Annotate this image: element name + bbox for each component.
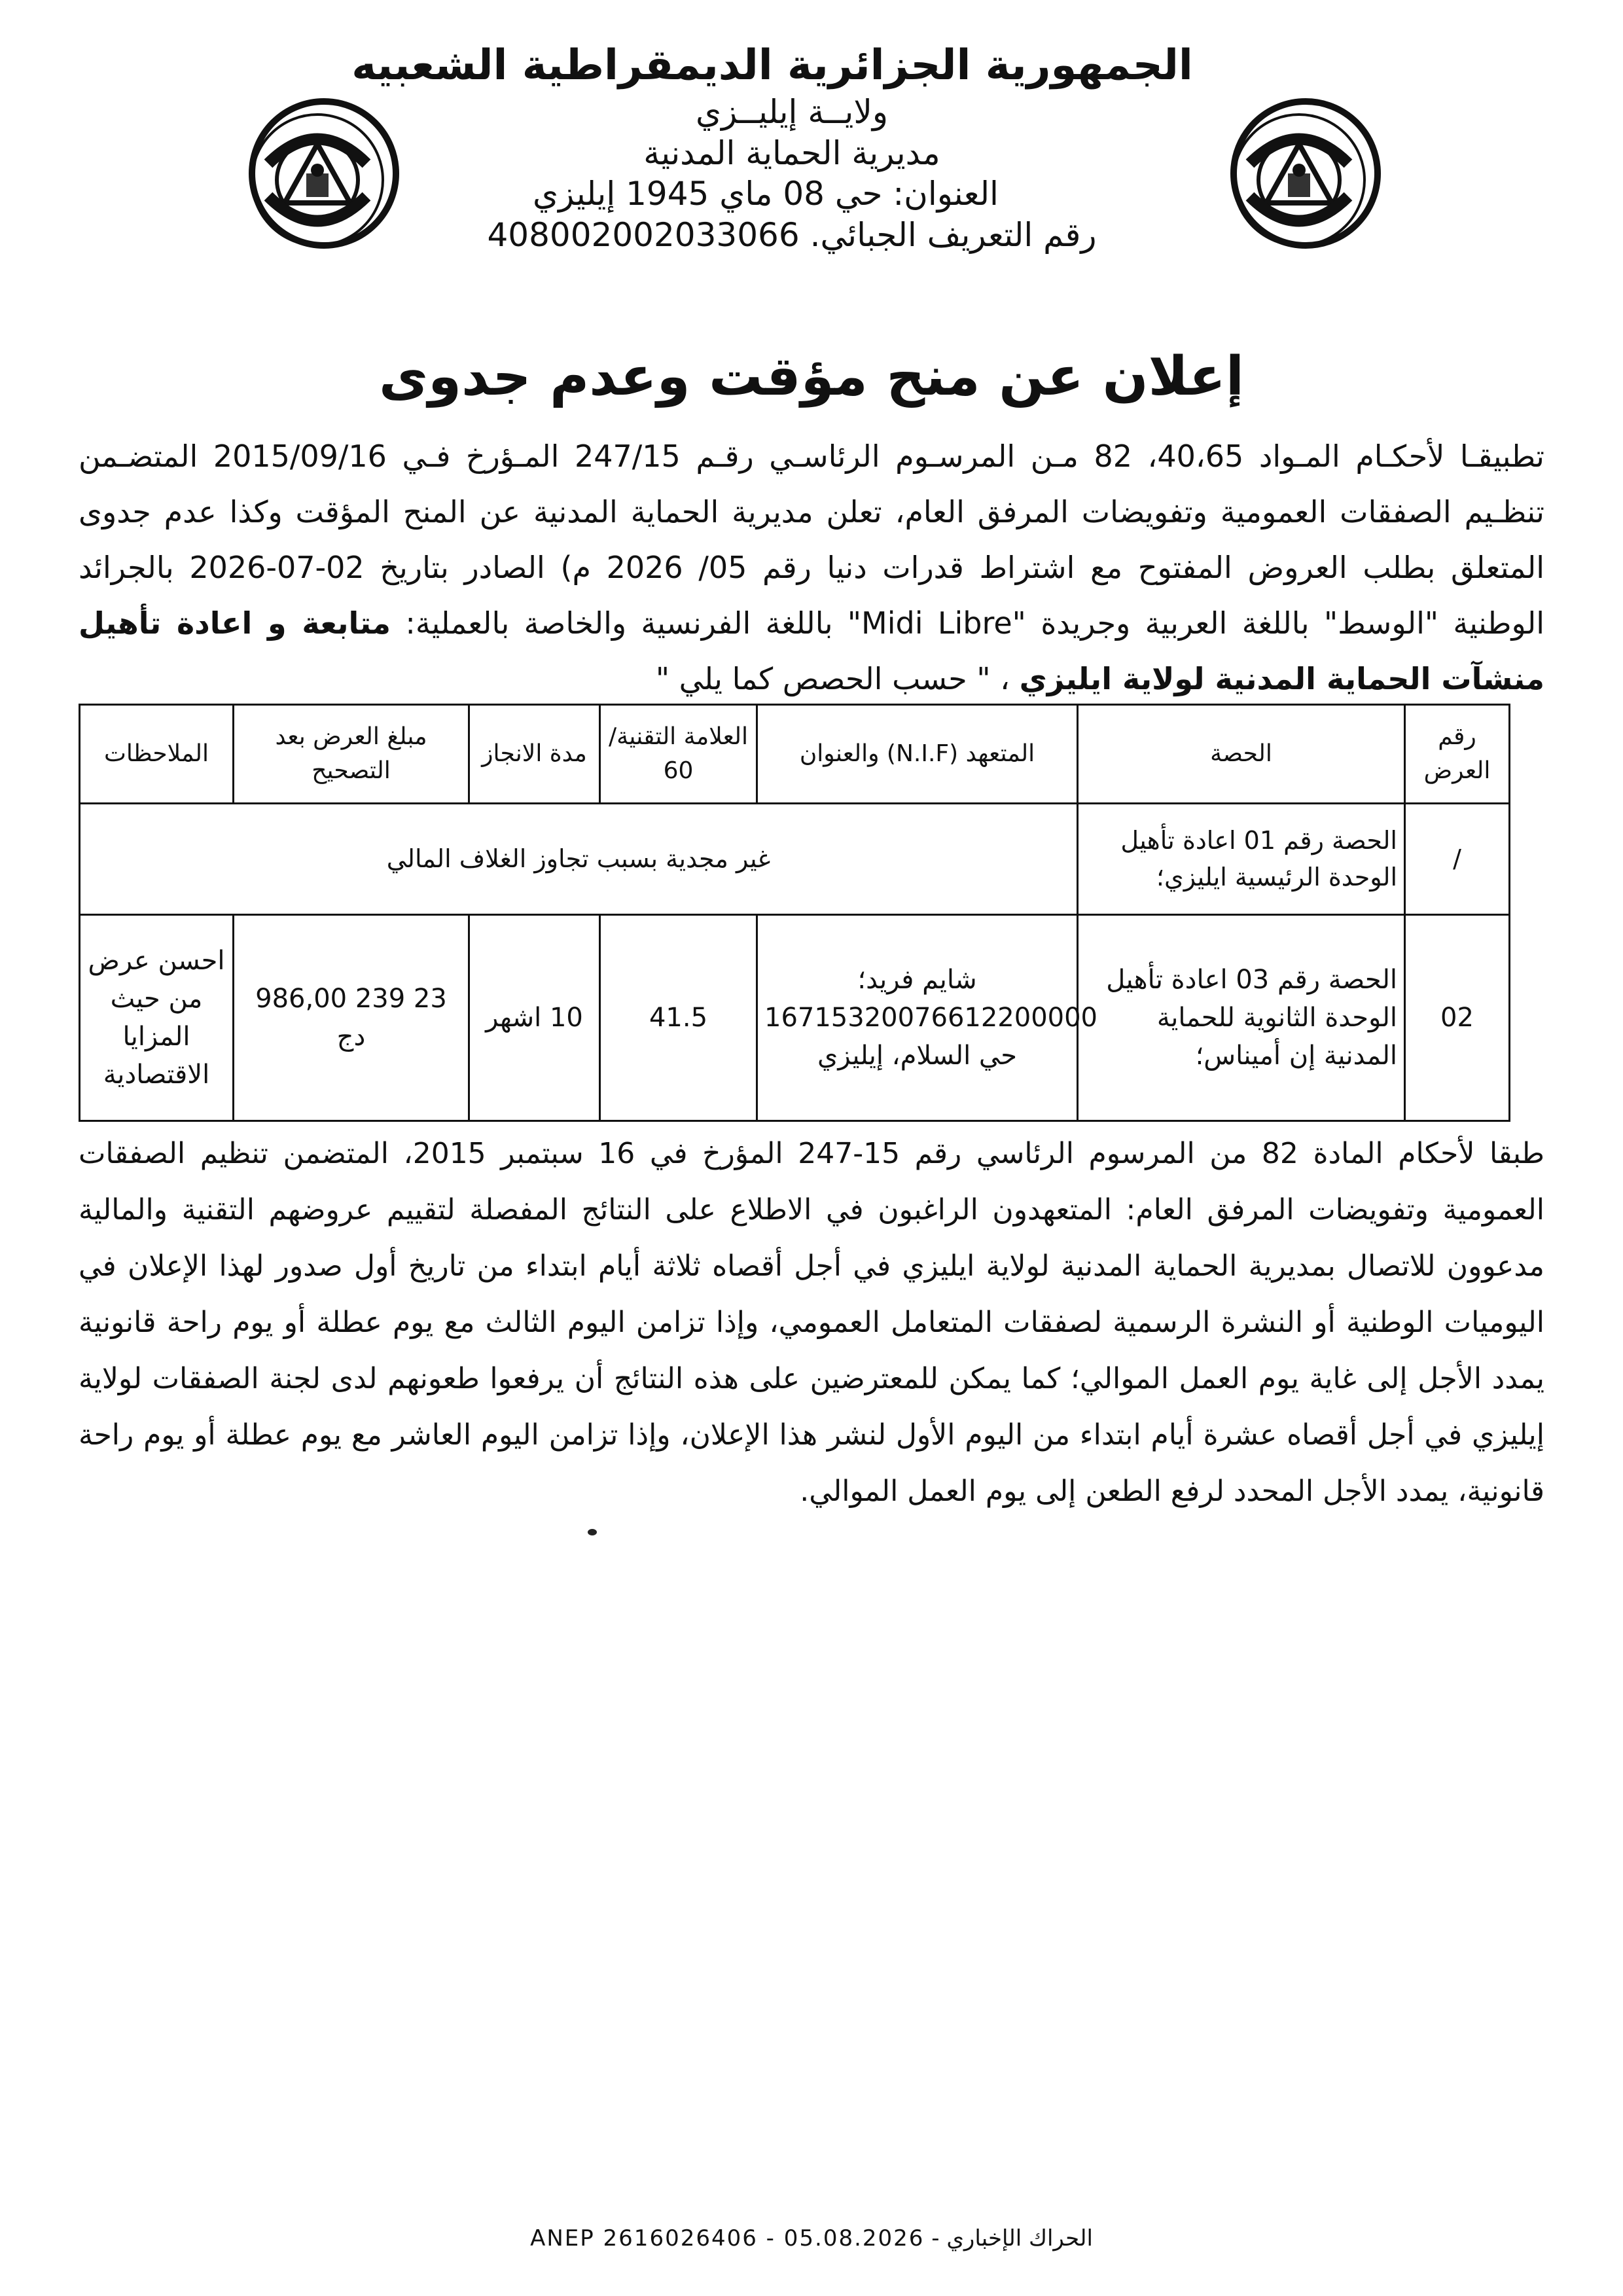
announcement-title: إعلان عن منح مؤقت وعدم جدوى <box>379 346 1244 408</box>
letterhead <box>0 39 1623 255</box>
country-name: الجمهورية الجزائرية الديمقراطية الشعبيه <box>351 41 1193 90</box>
tax-id-line: رقم التعريف الجبائي. 408002002033066 <box>487 215 1097 254</box>
unsuccessful-note-cell: غير مجدية بسبب تجاوز الغلاف المالي <box>80 804 1078 915</box>
intro-tail: ، " حسب الحصص كما يلي " <box>655 661 1020 696</box>
province-name: ولايــة إيليــزي <box>695 93 889 131</box>
lot-cell: الحصة رقم 03 اعادة تأهيل الوحدة الثانوية للحماية المدنية إن أميناس؛ <box>1078 915 1405 1121</box>
lot-cell: الحصة رقم 01 اعادة تأهيل الوحدة الرئيسية ايليزي؛ <box>1078 804 1405 915</box>
intro-text: تطبيقـا لأحكـام المـواد 40،65، 82 مـن المرسـوم الرئاسـي رقـم 247/15 المـؤرخ فـي 2015/09/16 المتضـمن تنظـيم الصفقات العمومية وتفويضات المرفق العام، تعلن مديرية الحماية المدنية عن المنح المؤقت وكذا عدم جدوى المتعلق بطلب العروض المفتوح مع اشتراط قدرات دنيا رقم 05/ 2026 م) الصادر بتاريخ 02-07-2026 بالجرائد الوطنية "الوسط" باللغة العربية وجريدة "Midi Libre" باللغة الفرنسية والخاصة بالعملية: <box>79 439 1545 641</box>
offer-no-cell: / <box>1405 804 1510 915</box>
footer-publisher: الحراك الإخباري <box>946 2225 1093 2251</box>
table-row <box>80 915 1510 1121</box>
publication-footer <box>0 2225 1623 2251</box>
header-amount: مبلغ العرض بعد التصحيح <box>234 705 469 804</box>
bidder-address: حي السلام، إيليزي <box>817 1041 1017 1071</box>
directorate-name: مديرية الحماية المدنية <box>643 134 940 172</box>
footer-ref: ANEP 2616026406 - 05.08.2026 <box>530 2225 925 2251</box>
amount-cell: 23 239 986,00 دج <box>234 915 469 1121</box>
offer-no-cell: 02 <box>1405 915 1510 1121</box>
bidder-nif: 16715320076612200000 <box>764 1003 1097 1033</box>
table-header-row <box>80 705 1510 804</box>
bidder-name: شايم فريد؛ <box>857 965 977 995</box>
duration-cell: 10 اشهر <box>469 915 600 1121</box>
header-duration: مدة الانجاز <box>469 705 600 804</box>
ink-speck <box>588 1529 597 1535</box>
footer-separator: - <box>924 2225 940 2251</box>
intro-paragraph <box>79 429 1544 707</box>
header-lot: الحصة <box>1078 705 1405 804</box>
address-line: العنوان: حي 08 ماي 1945 إيليزي <box>533 175 999 213</box>
notes-cell: احسن عرض من حيث المزايا الاقتصادية <box>80 915 234 1121</box>
tech-score-cell: 41.5 <box>600 915 757 1121</box>
bidder-cell <box>757 915 1097 1121</box>
operation-name: متابعة و اعادة تأهيل منشآت الحماية المدنية لولاية ايليزي <box>79 605 1544 696</box>
results-table <box>79 704 1510 1122</box>
closing-paragraph: طبقا لأحكام المادة 82 من المرسوم الرئاسي رقم 15-247 المؤرخ في 16 سبتمبر 2015، المتضمن تنظيم الصفقات العمومية وتفويضات المرفق العام: المتعهدون الراغبون في الاطلاع على النتائج المفصلة لتقييم عروضهم التقنية والمالية مدعوون للاتصال بمديرية الحماية المدنية لولاية ايليزي في أجل أقصاه ثلاثة أيام ابتداء من تاريخ أول صدور لهذا الإعلان في اليوميات الوطنية أو النشرة الرسمية لصفقات المتعامل العمومي، وإذا تزامن اليوم الثالث مع يوم عطلة أو يوم راحة قانونية يمدد الأجل إلى غاية يوم العمل الموالي؛ كما يمكن للمعترضين على هذه النتائج أن يرفعوا طعونهم لدى لجنة الصفقات لولاية إيليزي في أجل أقصاه عشرة أيام ابتداء من اليوم الأول لنشر هذا الإعلان، وإذا تزامن اليوم العاشر مع يوم عطلة أو يوم راحة قانونية، يمدد الأجل المحدد لرفع الطعن إلى يوم العمل الموالي. <box>79 1137 1544 1508</box>
header-offer-no: رقم العرض <box>1405 705 1510 804</box>
header-notes: الملاحظات <box>80 705 234 804</box>
table-row <box>80 804 1510 915</box>
header-tech-score: العلامة التقنية/ 60 <box>600 705 757 804</box>
header-bidder: المتعهد (N.I.F) والعنوان <box>757 705 1078 804</box>
